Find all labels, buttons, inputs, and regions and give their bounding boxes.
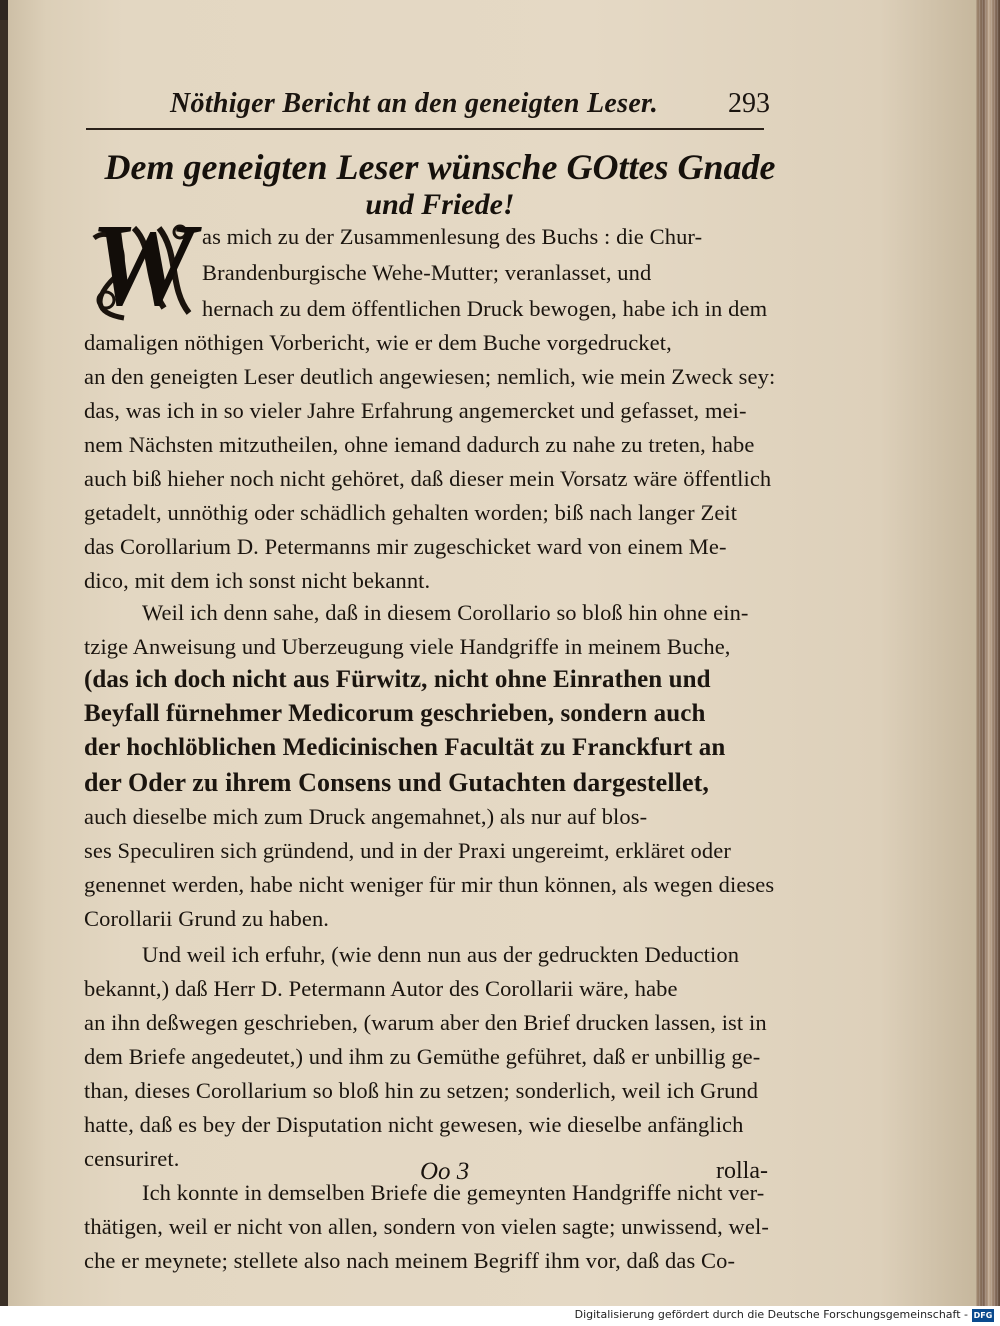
text-line: than, dieses Corollarium so bloß hin zu setzen; sonderlich, weil ich Grund [84,1078,759,1103]
text-line: auch biß hieher noch nicht gehöret, daß dieser mein Vorsatz wäre öffentlich [84,466,772,491]
text-line: as mich zu der Zusammenlesung des Buchs : die Chur- [202,224,703,249]
signature-mark: Oo 3 [420,1158,470,1185]
text-line: an ihn deßwegen geschrieben, (warum aber den Brief drucken lassen, ist in [84,1010,767,1035]
text-line: hatte, daß es bey der Disputation nicht gewesen, wie dieselbe anfänglich [84,1112,744,1137]
text-line: Weil ich denn sahe, daß in diesem Corollario so bloß hin ohne ein- [142,600,749,625]
credit-bar [0,1306,1000,1326]
heading-line-2: und Friede! [365,188,515,221]
section-heading [100,146,780,222]
catchword: rolla- [716,1158,768,1184]
text-line: das, was ich in so vieler Jahre Erfahrung angemercket und gefasset, mei- [84,398,747,423]
text-line: das Corollarium D. Petermanns mir zugeschicket ward von einem Me- [84,534,727,559]
text-line: damaligen nöthigen Vorbericht, wie er dem Buche vorgedrucket, [84,330,672,355]
text-line: genennet werden, habe nicht weniger für mir thun können, als wegen dieses [84,872,775,897]
text-line: Beyfall fürnehmer Medicorum geschrieben, sondern auch [84,700,706,727]
page-number: 293 [728,88,770,119]
running-head [170,88,770,128]
text-line: Brandenburgische Wehe-Mutter; veranlasset, und [202,260,652,285]
text-line: che er meynete; stellete also nach meinem Begriff ihm vor, daß das Co- [84,1248,736,1273]
header-rule [86,128,764,130]
text-line: nem Nächsten mitzutheilen, ohne iemand dadurch zu nahe zu treten, habe [84,432,755,457]
text-line: der Oder zu ihrem Consens und Gutachten dargestellet, [84,768,709,797]
text-line: dem Briefe angedeutet,) und ihm zu Gemüthe geführet, daß er unbillig ge- [84,1044,761,1069]
running-title: Nöthiger Bericht an den geneigten Leser. [170,88,658,119]
text-line: der hochlöblichen Medicinischen Facultät zu Franckfurt an [84,734,726,761]
page-edge [976,0,1000,1306]
text-line: Ich konnte in demselben Briefe die gemeynten Handgriffe nicht ver- [142,1180,765,1205]
heading-line-1: Dem geneigten Leser wünsche GOttes Gnade [104,147,776,187]
page-footer [0,1158,768,1188]
text-line: (das ich doch nicht aus Fürwitz, nicht ohne Einrathen und [84,666,711,693]
dfg-logo-icon: DFG [973,1311,993,1320]
text-line: Corollarii Grund zu haben. [84,906,330,931]
text-line: getadelt, unnöthig oder schädlich gehalten worden; biß nach langer Zeit [84,500,738,525]
text-line: hernach zu dem öffentlichen Druck bewogen, habe ich in dem [202,296,768,321]
text-line: Und weil ich erfuhr, (wie denn nun aus der gedruckten Deduction [142,942,740,967]
text-line: censuriret. [84,1146,180,1171]
credit-text: Digitalisierung gefördert durch die Deutsche Forschungsgemeinschaft - [574,1308,968,1321]
text-line: bekannt,) daß Herr D. Petermann Autor des Corollarii wäre, habe [84,976,678,1001]
text-line: an den geneigten Leser deutlich angewiesen; nemlich, wie mein Zweck sey: [84,364,776,389]
drop-cap-letter: W [90,199,195,330]
text-line: tzige Anweisung und Uberzeugung viele Handgriffe in meinem Buche, [84,634,731,659]
text-line: auch dieselbe mich zum Druck angemahnet,) als nur auf blos- [84,804,648,829]
text-line: ses Speculiren sich gründend, und in der Praxi ungereimt, erkläret oder [84,838,731,863]
drop-cap [84,199,196,330]
text-line: thätigen, weil er nicht von allen, sondern von vielen sagte; unwissend, wel- [84,1214,769,1239]
text-line: dico, mit dem ich sonst nicht bekannt. [84,568,431,593]
